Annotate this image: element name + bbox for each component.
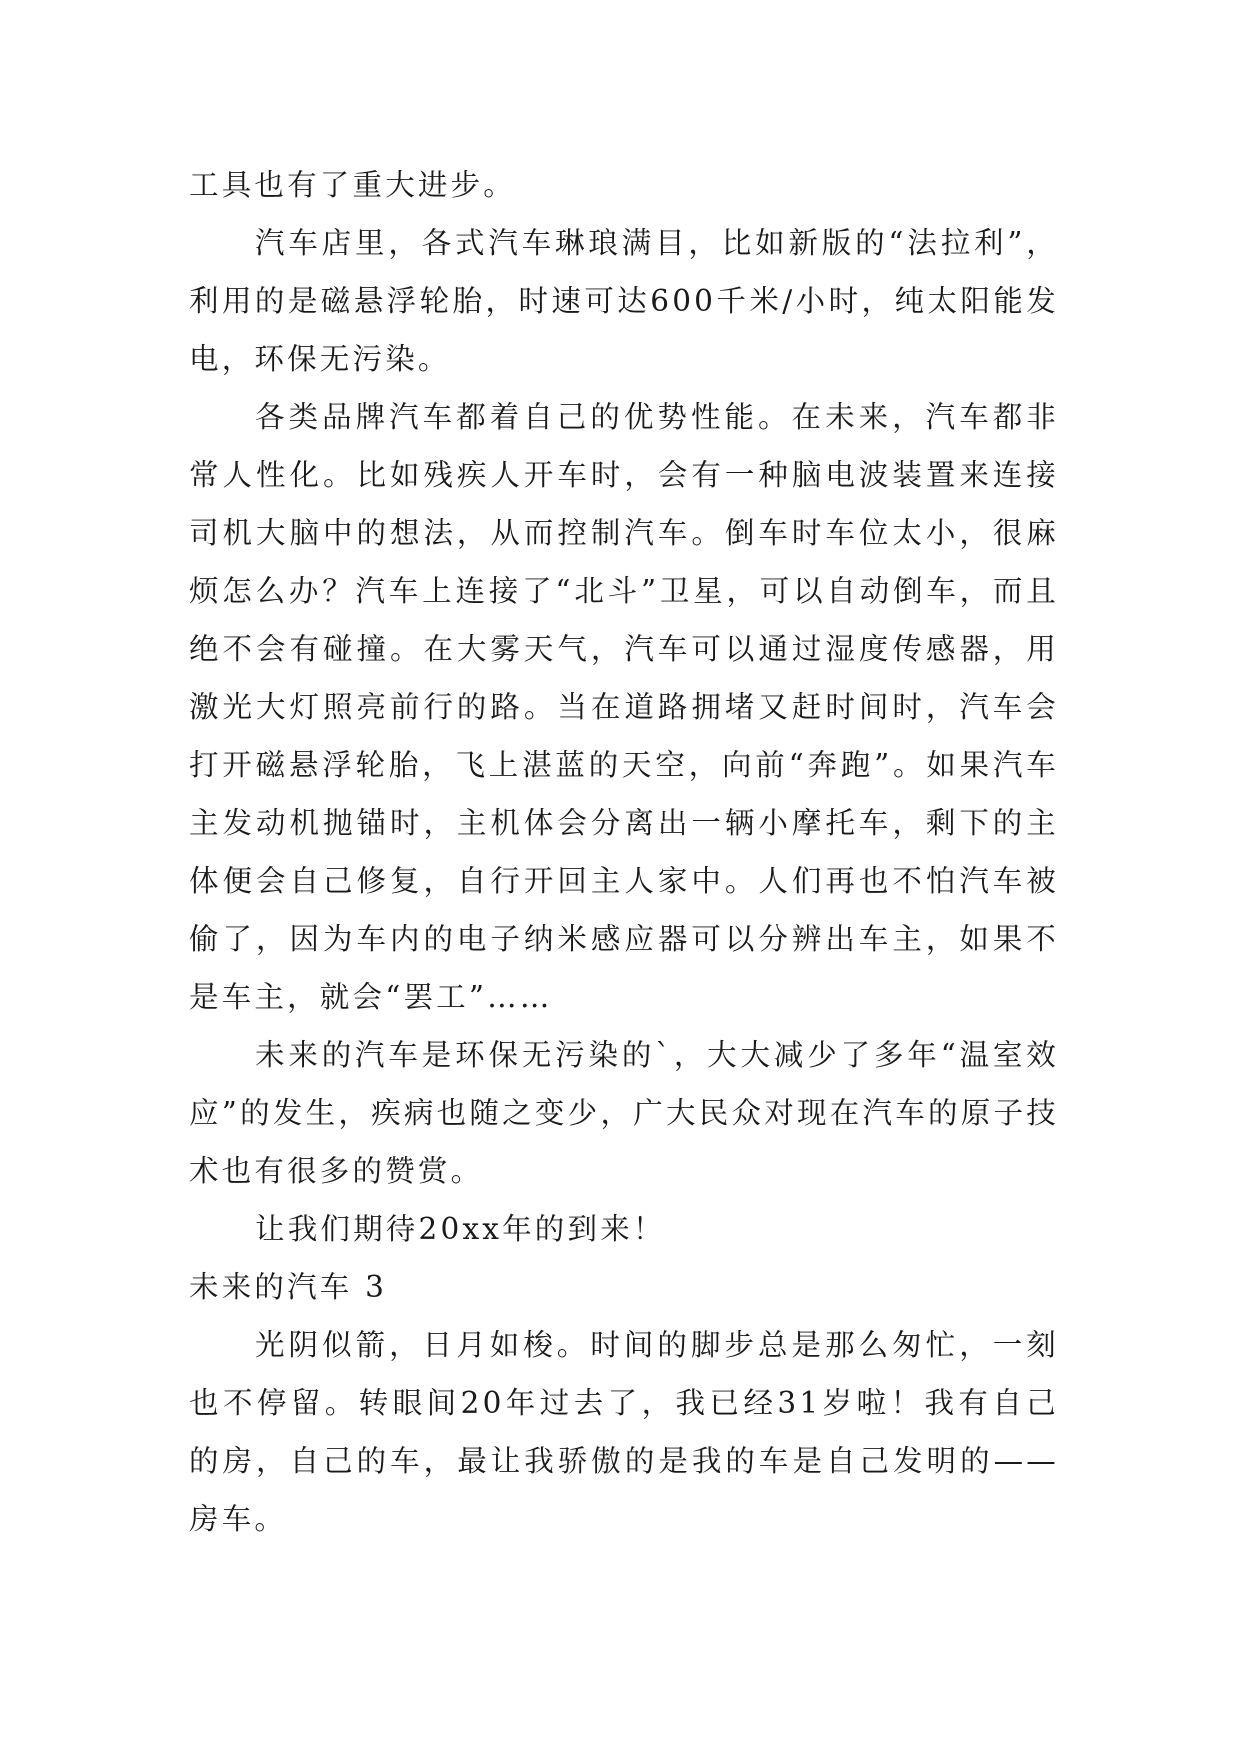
paragraph-environment: 未来的汽车是环保无污染的`，大大减少了多年“温室效应”的发生，疾病也随之变少，广大民众对现在汽车的原子技术也有很多的赞赏。	[189, 1038, 1059, 1188]
section-heading: 未来的汽车 3	[189, 1270, 388, 1304]
paragraph-car-shop: 汽车店里，各式汽车琳琅满目，比如新版的“法拉利”，利用的是磁悬浮轮胎，时速可达600千米/小时，纯太阳能发电，环保无污染。	[189, 226, 1059, 376]
paragraph-continuation: 工具也有了重大进步。	[189, 168, 517, 202]
document-body	[189, 156, 1059, 1548]
paragraph-car-features: 各类品牌汽车都着自己的优势性能。在未来，汽车都非常人性化。比如残疾人开车时，会有一种脑电波装置来连接司机大脑中的想法，从而控制汽车。倒车时车位太小，很麻烦怎么办？汽车上连接了“北斗”卫星，可以自动倒车，而且绝不会有碰撞。在大雾天气，汽车可以通过湿度传感器，用激光大灯照亮前行的路。当在道路拥堵又赶时间时，汽车会打开磁悬浮轮胎，飞上湛蓝的天空，向前“奔跑”。如果汽车主发动机抛锚时，主机体会分离出一辆小摩托车，剩下的主体便会自己修复，自行开回主人家中。人们再也不怕汽车被偷了，因为车内的电子纳米感应器可以分辨出车主，如果不是车主，就会“罢工”……	[189, 400, 1059, 1014]
paragraph-anticipation: 让我们期待20xx年的到来！	[255, 1212, 666, 1246]
paragraph-time-passes: 光阴似箭，日月如梭。时间的脚步总是那么匆忙，一刻也不停留。转眼间20年过去了，我已经31岁啦！我有自己的房，自己的车，最让我骄傲的是我的车是自己发明的——房车。	[189, 1328, 1059, 1536]
